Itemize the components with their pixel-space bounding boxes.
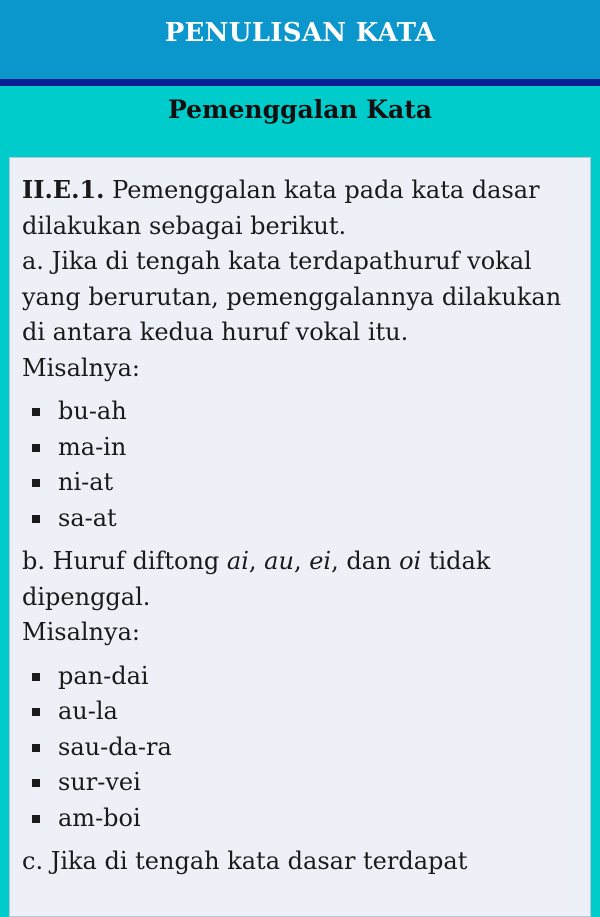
diftong-ai: ai — [226, 547, 249, 575]
list-item: bu-ah — [58, 394, 578, 430]
rule-a-text: a. Jika di tengah kata terdapathuruf vokal yang berurutan, pemenggalannya dilakukan di antara kedua huruf vokal itu. — [22, 247, 562, 346]
rule-b-sep3: , dan — [331, 547, 400, 575]
app-title: PENULISAN KATA — [164, 17, 436, 48]
rule-a-examples — [22, 394, 578, 536]
list-item: ma-in — [58, 430, 578, 466]
list-item: sau-da-ra — [58, 730, 578, 766]
rule-a-misalnya: Misalnya: — [22, 353, 140, 382]
rule-intro-text: Pemenggalan kata pada kata dasar dilakukan sebagai berikut. — [22, 176, 540, 240]
rule-b-sep1: , — [248, 547, 265, 575]
rule-b-examples — [22, 659, 578, 837]
rule-b-suffix: tidak dipenggal. — [22, 547, 491, 611]
rule-b-prefix: b. Huruf diftong — [22, 547, 227, 575]
app-header — [0, 0, 600, 86]
section-title: Pemenggalan Kata — [168, 95, 432, 124]
content-panel[interactable] — [9, 157, 591, 917]
diftong-oi: oi — [399, 547, 422, 575]
rule-b-misalnya: Misalnya: — [22, 618, 140, 646]
list-item: sa-at — [58, 501, 578, 537]
diftong-ei: ei — [309, 547, 332, 575]
rule-c-text: c. Jika di tengah kata dasar terdapat — [22, 847, 468, 875]
rule-id: II.E.1. — [22, 175, 105, 204]
list-item: am-boi — [58, 801, 578, 837]
list-item: sur-vei — [58, 765, 578, 801]
list-item: pan-dai — [58, 659, 578, 695]
rule-b-text — [22, 544, 578, 615]
list-item: ni-at — [58, 465, 578, 501]
diftong-au: au — [264, 547, 294, 575]
rule-b-sep2: , — [293, 547, 310, 575]
rule-intro — [22, 172, 578, 244]
list-item: au-la — [58, 694, 578, 730]
